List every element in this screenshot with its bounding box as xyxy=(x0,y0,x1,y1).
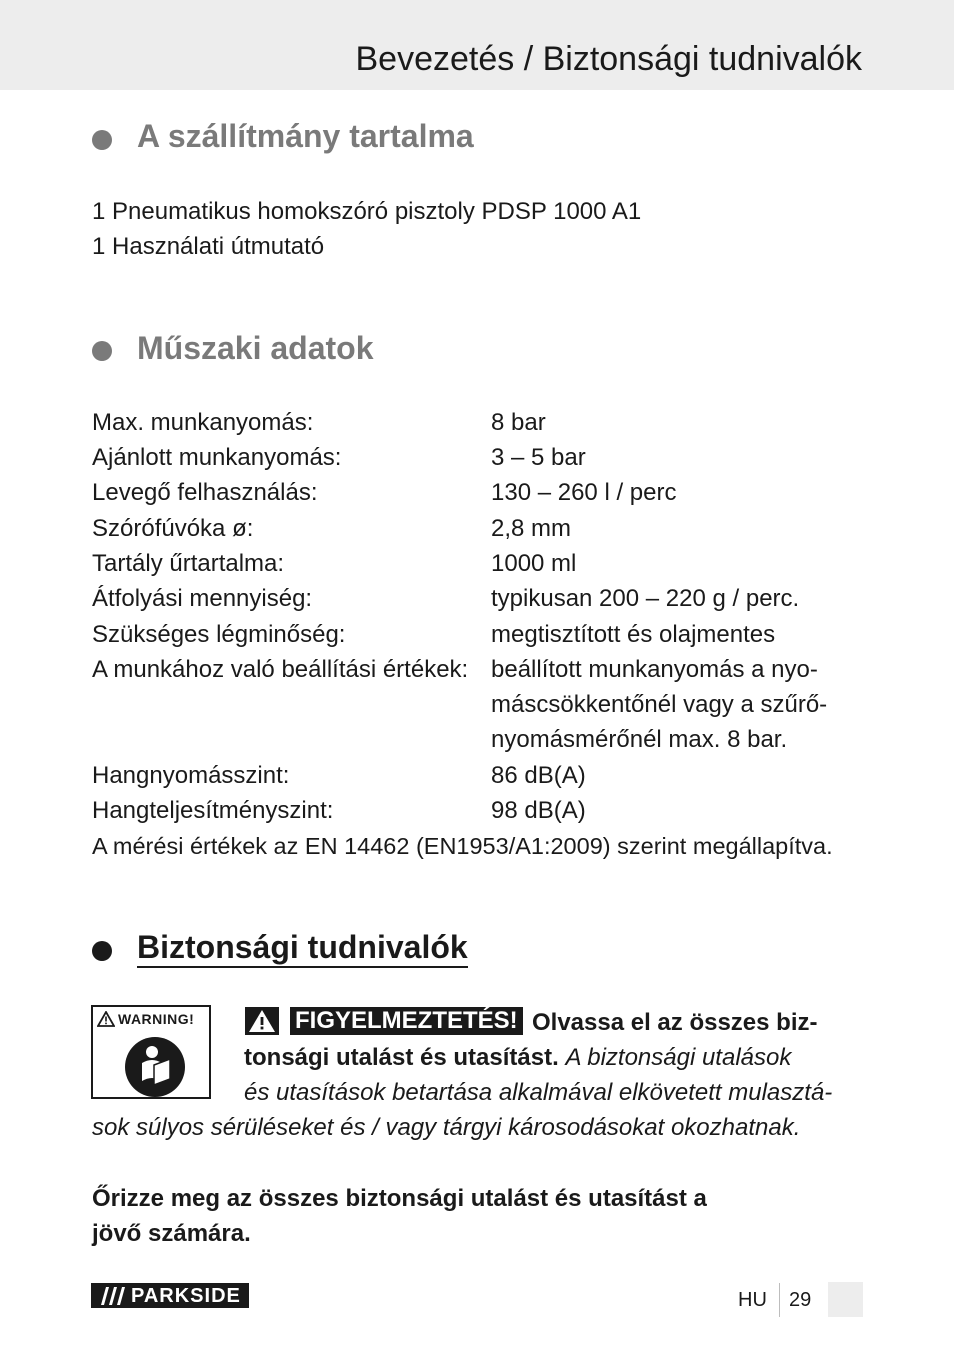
warning-label: FIGYELMEZTETÉS! xyxy=(290,1007,523,1035)
footer-divider xyxy=(779,1283,780,1317)
spec-label: Ajánlott munkanyomás: xyxy=(92,444,342,471)
warning-box-header xyxy=(97,1010,205,1028)
spec-value: 3 – 5 bar xyxy=(491,444,586,471)
spec-value: typikusan 200 – 220 g / perc. xyxy=(491,585,800,612)
warning-text-line: és utasítások betartása alkalmával elkövetett mulasztá- xyxy=(244,1079,833,1106)
page-number: 29 xyxy=(789,1289,812,1311)
spec-value: 130 – 260 l / perc xyxy=(491,479,677,506)
spec-label: Átfolyási mennyiség: xyxy=(92,585,313,612)
warning-triangle-badge xyxy=(245,1007,279,1035)
keep-instructions-text: jövő számára. xyxy=(92,1220,251,1247)
logo-text: PARKSIDE xyxy=(131,1285,241,1307)
warning-pictogram xyxy=(91,1005,211,1099)
spec-label: Szórófúvóka ø: xyxy=(92,515,254,542)
spec-value: 2,8 mm xyxy=(491,515,572,542)
technical-section-title: Műszaki adatok xyxy=(137,330,374,366)
warning-triangle-icon xyxy=(97,1011,115,1027)
spec-label: Hangnyomásszint: xyxy=(92,762,290,789)
spec-label: Levegő felhasználás: xyxy=(92,479,318,506)
section-bullet xyxy=(92,341,112,361)
measurement-note: A mérési értékek az EN 14462 (EN1953/A1:2009) szerint megállapítva. xyxy=(92,833,833,859)
footer-language: HU xyxy=(738,1289,767,1311)
spec-value: nyomásmérőnél max. 8 bar. xyxy=(491,726,788,753)
footer-tab-marker xyxy=(828,1282,863,1317)
safety-section-title-wrap xyxy=(137,929,468,966)
spec-value: máscsökkentőnél vagy a szűrő- xyxy=(491,691,828,718)
section-bullet xyxy=(92,130,112,150)
spec-value: 8 bar xyxy=(491,409,546,436)
spec-label: Tartály űrtartalma: xyxy=(92,550,285,577)
warning-box-label: WARNING! xyxy=(118,1011,195,1027)
delivery-section-title: A szállítmány tartalma xyxy=(137,118,474,154)
spec-label: Max. munkanyomás: xyxy=(92,409,314,436)
spec-value: beállított munkanyomás a nyo- xyxy=(491,656,818,683)
section-bullet xyxy=(92,941,112,961)
warning-text-bold: tonsági utalást és utasítást. xyxy=(244,1044,559,1071)
page-header-title: Bevezetés / Biztonsági tudnivalók xyxy=(355,40,862,78)
spec-label: Szükséges légminőség: xyxy=(92,621,346,648)
warning-text-line: Olvassa el az összes biz- xyxy=(532,1009,818,1036)
warning-text-italic: A biztonsági utalások xyxy=(565,1044,792,1071)
read-manual-icon xyxy=(125,1037,185,1097)
safety-section-title: Biztonsági tudnivalók xyxy=(137,929,468,968)
spec-value: 1000 ml xyxy=(491,550,577,577)
warning-text-line xyxy=(244,1043,791,1073)
read-manual-glyph xyxy=(125,1037,185,1097)
warning-triangle-icon xyxy=(245,1007,279,1035)
spec-value: 98 dB(A) xyxy=(491,797,586,824)
delivery-item: 1 Használati útmutató xyxy=(92,233,325,260)
keep-instructions-text: Őrizze meg az összes biztonsági utalást és utasítást a xyxy=(92,1185,707,1212)
spec-label: A munkához való beállítási értékek: xyxy=(92,656,469,683)
logo-slashes-icon xyxy=(97,1287,127,1305)
spec-value: megtisztított és olajmentes xyxy=(491,621,776,648)
spec-value: 86 dB(A) xyxy=(491,762,586,789)
warning-text-line: sok súlyos sérüléseket és / vagy tárgyi károsodásokat okozhatnak. xyxy=(92,1114,801,1141)
delivery-item: 1 Pneumatikus homokszóró pisztoly PDSP 1000 A1 xyxy=(92,198,642,225)
spec-label: Hangteljesítményszint: xyxy=(92,797,334,824)
parkside-logo xyxy=(91,1283,249,1308)
